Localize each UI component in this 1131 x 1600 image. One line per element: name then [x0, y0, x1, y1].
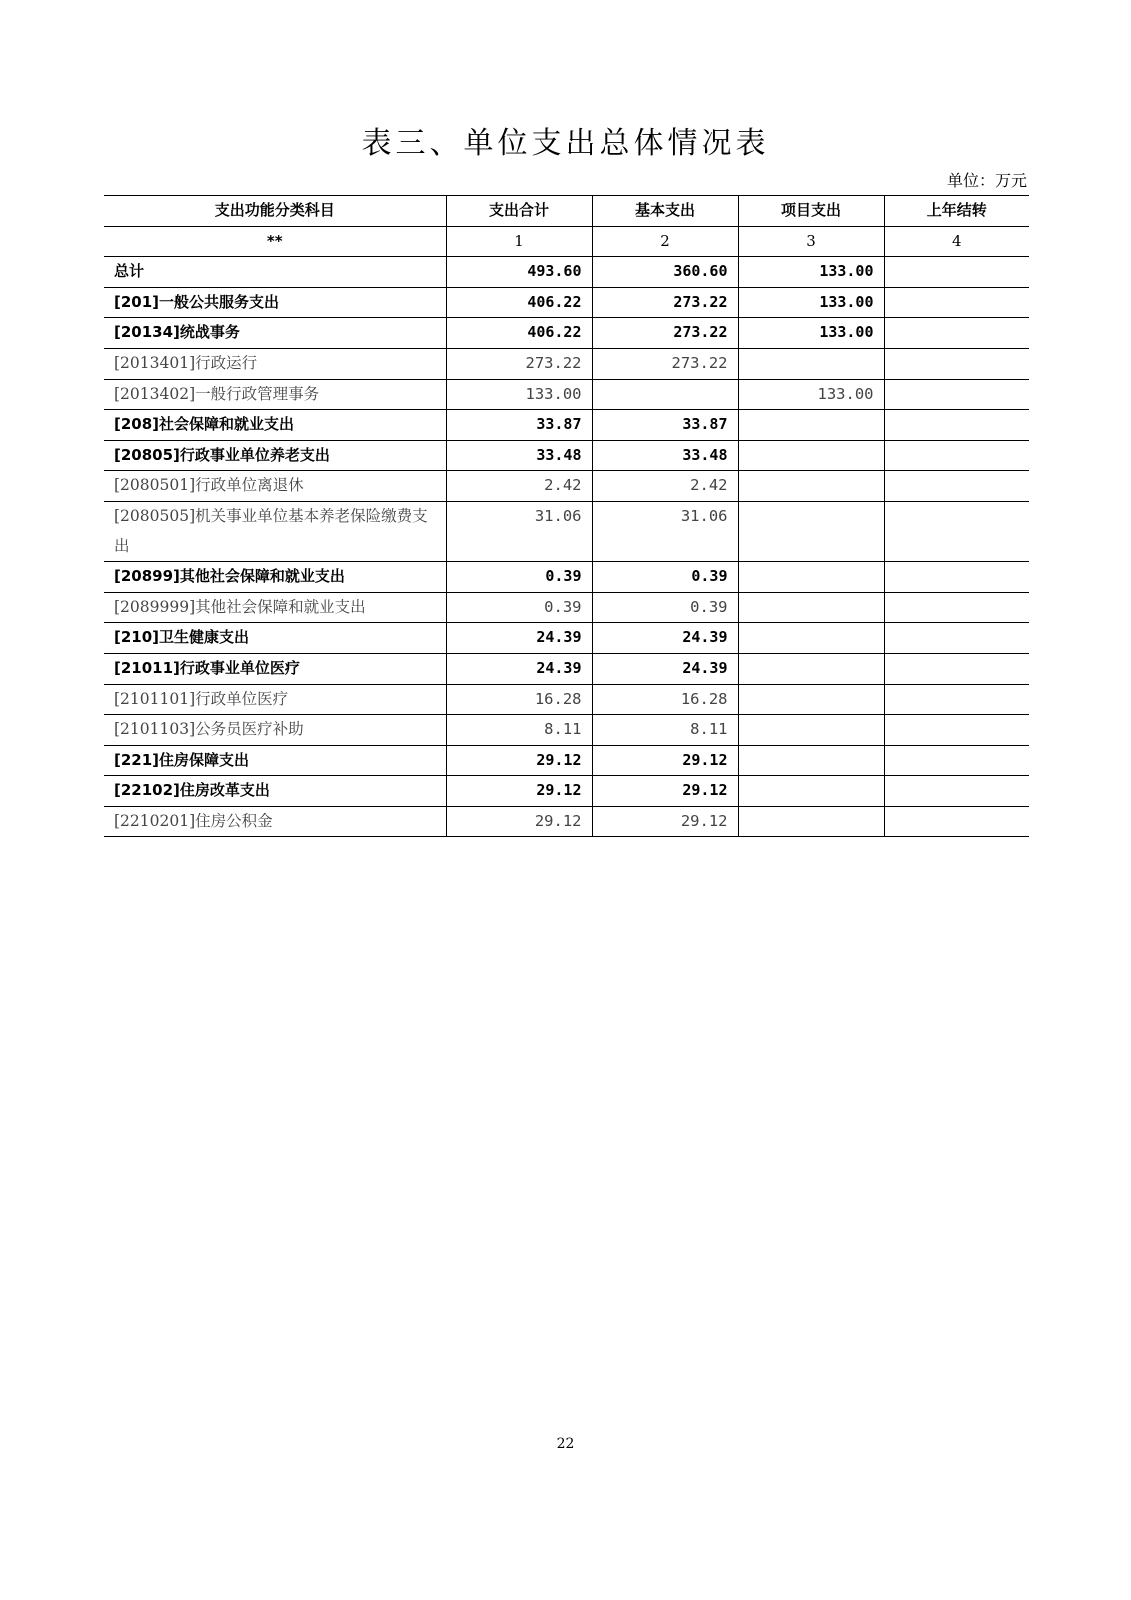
table-row — [104, 287, 1029, 318]
page-title: 表三、单位支出总体情况表 — [361, 126, 770, 161]
cell-project: 133.00 — [738, 287, 884, 318]
cell-basic: 33.87 — [592, 410, 738, 441]
cell-subject: [20134]统战事务 — [104, 318, 446, 349]
cell-basic: 29.12 — [592, 776, 738, 807]
table-body — [104, 257, 1029, 837]
cell-project — [738, 806, 884, 837]
header-carryover: 上年结转 — [884, 196, 1029, 227]
table-row — [104, 257, 1029, 288]
cell-project — [738, 715, 884, 746]
header-basic: 基本支出 — [592, 196, 738, 227]
table-row — [104, 653, 1029, 684]
cell-total: 2.42 — [446, 471, 592, 502]
cell-total: 133.00 — [446, 379, 592, 410]
expenditure-table — [104, 195, 1029, 837]
cell-subject: [2013401]行政运行 — [104, 348, 446, 379]
cell-carryover — [884, 257, 1029, 288]
table-row — [104, 715, 1029, 746]
header-project: 项目支出 — [738, 196, 884, 227]
cell-project: 133.00 — [738, 257, 884, 288]
table-row — [104, 501, 1029, 561]
cell-project: 133.00 — [738, 318, 884, 349]
table-row — [104, 684, 1029, 715]
cell-basic: 24.39 — [592, 653, 738, 684]
cell-subject: [208]社会保障和就业支出 — [104, 410, 446, 441]
table-header-row — [104, 196, 1029, 227]
table-row — [104, 745, 1029, 776]
cell-subject: [21011]行政事业单位医疗 — [104, 653, 446, 684]
cell-basic: 29.12 — [592, 745, 738, 776]
header-subject: 支出功能分类科目 — [104, 196, 446, 227]
cell-carryover — [884, 653, 1029, 684]
cell-basic: 8.11 — [592, 715, 738, 746]
cell-carryover — [884, 471, 1029, 502]
table-row — [104, 410, 1029, 441]
cell-basic: 0.39 — [592, 592, 738, 623]
table-index-row — [104, 226, 1029, 257]
cell-total: 33.48 — [446, 440, 592, 471]
cell-project — [738, 776, 884, 807]
cell-basic: 29.12 — [592, 806, 738, 837]
cell-basic: 273.22 — [592, 318, 738, 349]
cell-total: 33.87 — [446, 410, 592, 441]
index-project: 3 — [738, 226, 884, 257]
cell-subject: [210]卫生健康支出 — [104, 623, 446, 654]
cell-subject: [20899]其他社会保障和就业支出 — [104, 562, 446, 593]
cell-basic: 16.28 — [592, 684, 738, 715]
index-carryover: 4 — [884, 226, 1029, 257]
cell-carryover — [884, 623, 1029, 654]
cell-carryover — [884, 776, 1029, 807]
cell-carryover — [884, 715, 1029, 746]
table-row — [104, 348, 1029, 379]
cell-project — [738, 623, 884, 654]
cell-total: 24.39 — [446, 653, 592, 684]
cell-subject: [2101103]公务员医疗补助 — [104, 715, 446, 746]
cell-subject: [221]住房保障支出 — [104, 745, 446, 776]
cell-total: 0.39 — [446, 592, 592, 623]
cell-subject: [2101101]行政单位医疗 — [104, 684, 446, 715]
cell-project — [738, 562, 884, 593]
cell-carryover — [884, 410, 1029, 441]
cell-project — [738, 501, 884, 561]
table-row — [104, 776, 1029, 807]
cell-subject: [20805]行政事业单位养老支出 — [104, 440, 446, 471]
header-total: 支出合计 — [446, 196, 592, 227]
index-basic: 2 — [592, 226, 738, 257]
index-subject: ** — [104, 226, 446, 257]
cell-basic: 33.48 — [592, 440, 738, 471]
table-row — [104, 806, 1029, 837]
cell-project — [738, 745, 884, 776]
cell-project — [738, 440, 884, 471]
cell-subject: [2080501]行政单位离退休 — [104, 471, 446, 502]
cell-total: 29.12 — [446, 776, 592, 807]
cell-subject: [2013402]一般行政管理事务 — [104, 379, 446, 410]
cell-carryover — [884, 501, 1029, 561]
cell-basic — [592, 379, 738, 410]
cell-basic: 24.39 — [592, 623, 738, 654]
cell-total: 0.39 — [446, 562, 592, 593]
index-total: 1 — [446, 226, 592, 257]
unit-label: 单位：万元 — [946, 171, 1027, 190]
table-row — [104, 471, 1029, 502]
cell-carryover — [884, 440, 1029, 471]
cell-total: 24.39 — [446, 623, 592, 654]
cell-subject: [2080505]机关事业单位基本养老保险缴费支出 — [104, 501, 446, 561]
cell-total: 29.12 — [446, 745, 592, 776]
cell-subject: [2210201]住房公积金 — [104, 806, 446, 837]
cell-total: 273.22 — [446, 348, 592, 379]
cell-total: 8.11 — [446, 715, 592, 746]
cell-carryover — [884, 806, 1029, 837]
cell-total: 406.22 — [446, 318, 592, 349]
cell-total: 29.12 — [446, 806, 592, 837]
cell-subject: [22102]住房改革支出 — [104, 776, 446, 807]
cell-total: 16.28 — [446, 684, 592, 715]
cell-project: 133.00 — [738, 379, 884, 410]
cell-carryover — [884, 684, 1029, 715]
cell-basic: 273.22 — [592, 287, 738, 318]
cell-subject: [2089999]其他社会保障和就业支出 — [104, 592, 446, 623]
cell-project — [738, 348, 884, 379]
cell-project — [738, 684, 884, 715]
table-row — [104, 623, 1029, 654]
cell-carryover — [884, 592, 1029, 623]
cell-subject: 总计 — [104, 257, 446, 288]
cell-project — [738, 653, 884, 684]
cell-project — [738, 410, 884, 441]
cell-carryover — [884, 348, 1029, 379]
cell-basic: 0.39 — [592, 562, 738, 593]
table-row — [104, 562, 1029, 593]
cell-basic: 2.42 — [592, 471, 738, 502]
table-row — [104, 379, 1029, 410]
cell-basic: 360.60 — [592, 257, 738, 288]
table-row — [104, 318, 1029, 349]
cell-basic: 273.22 — [592, 348, 738, 379]
cell-project — [738, 471, 884, 502]
table-row — [104, 440, 1029, 471]
cell-total: 493.60 — [446, 257, 592, 288]
cell-carryover — [884, 287, 1029, 318]
cell-carryover — [884, 318, 1029, 349]
cell-carryover — [884, 562, 1029, 593]
cell-carryover — [884, 745, 1029, 776]
cell-carryover — [884, 379, 1029, 410]
cell-basic: 31.06 — [592, 501, 738, 561]
cell-total: 406.22 — [446, 287, 592, 318]
cell-subject: [201]一般公共服务支出 — [104, 287, 446, 318]
table-row — [104, 592, 1029, 623]
cell-project — [738, 592, 884, 623]
page-number: 22 — [556, 1436, 575, 1452]
cell-total: 31.06 — [446, 501, 592, 561]
